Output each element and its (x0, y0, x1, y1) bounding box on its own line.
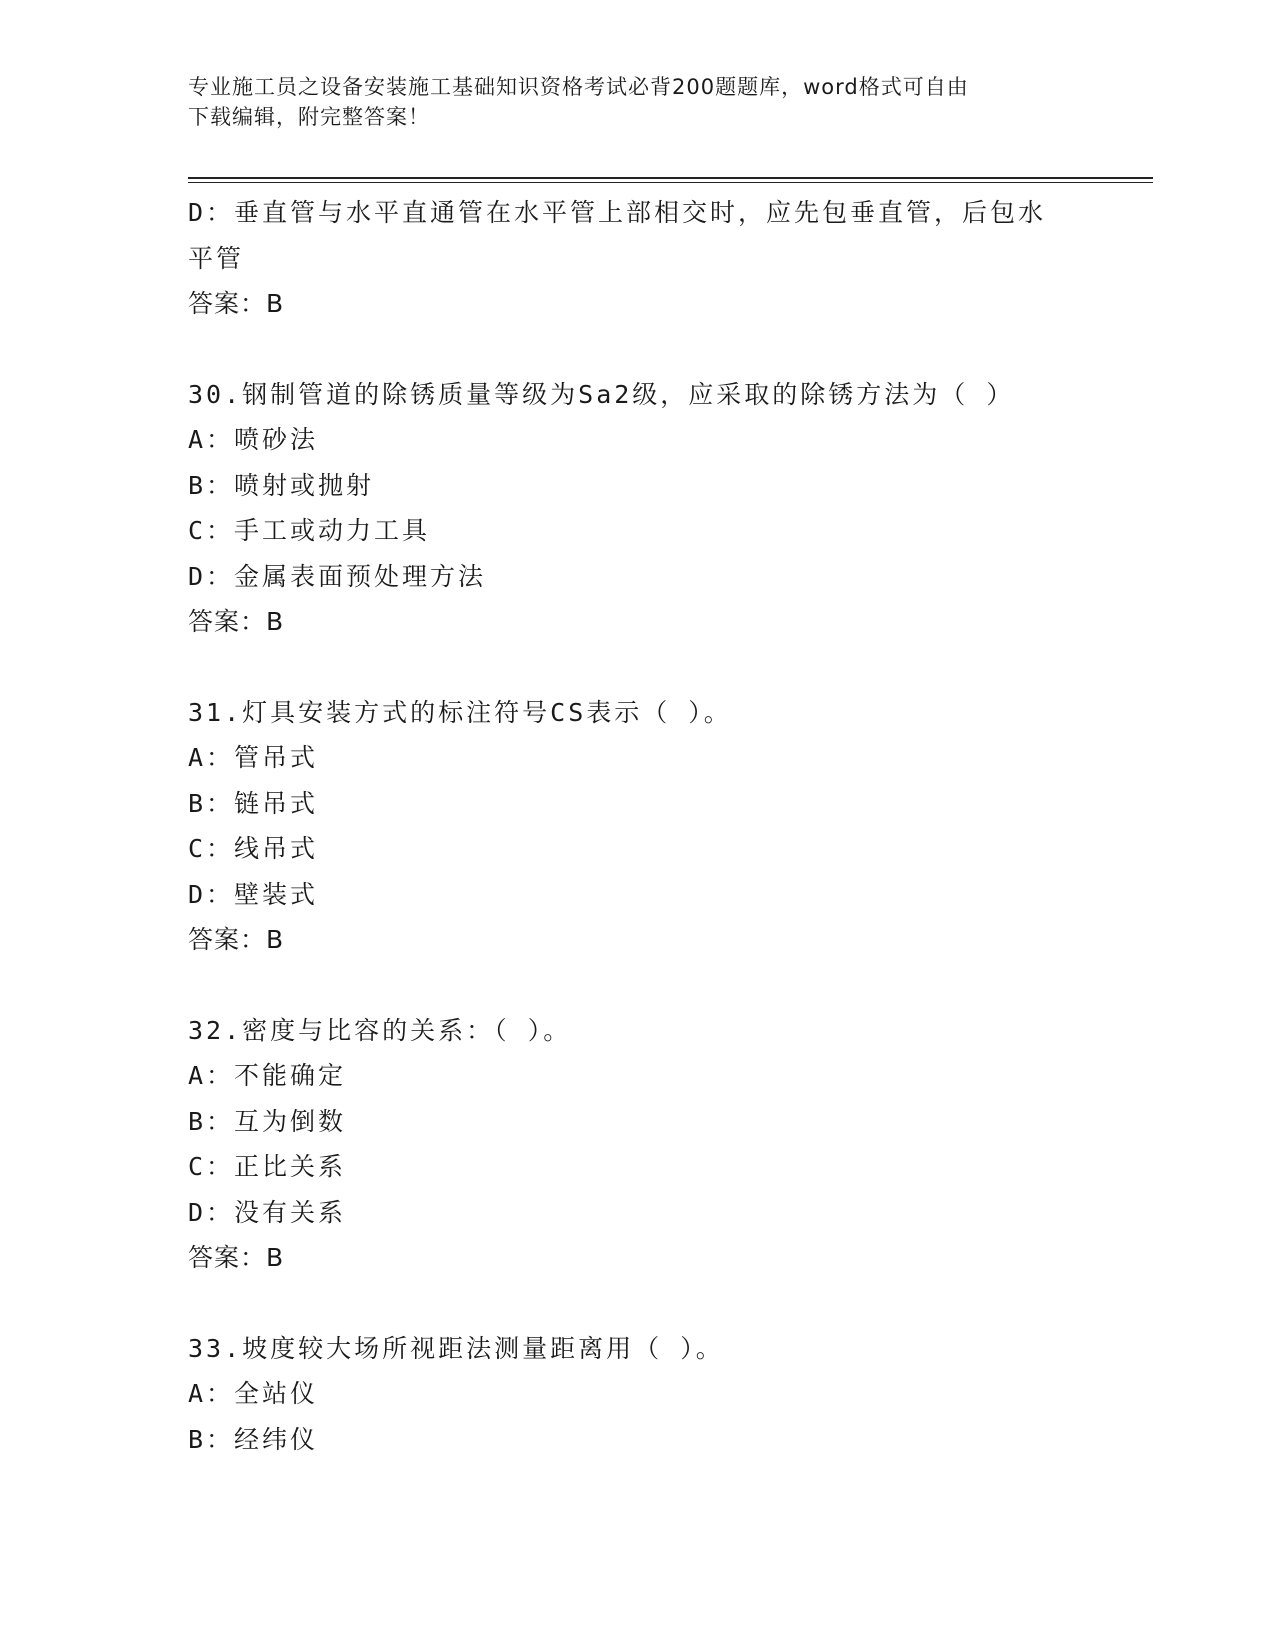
option-a: A：喷砂法 (188, 425, 319, 454)
option-c: C：正比关系 (188, 1152, 347, 1181)
question-30 (188, 372, 1088, 645)
option-c: C：手工或动力工具 (188, 516, 431, 545)
header-line-2: 下载编辑，附完整答案！ (188, 105, 430, 129)
option-b: B：互为倒数 (188, 1106, 347, 1136)
question-33 (188, 1326, 1088, 1463)
option-b: B：经纬仪 (188, 1424, 319, 1454)
header-divider-thick (188, 177, 1153, 179)
question-list (188, 190, 1088, 1462)
question-31 (188, 690, 1088, 963)
answer: 答案：B (188, 607, 285, 636)
option-a: A：不能确定 (188, 1061, 347, 1090)
answer: 答案：B (188, 925, 285, 954)
question-32 (188, 1008, 1088, 1281)
option-a: A：管吊式 (188, 743, 319, 772)
header-line-1: 专业施工员之设备安装施工基础知识资格考试必背200题题库，word格式可自由 (188, 75, 969, 99)
option-b: B：链吊式 (188, 788, 319, 818)
option-d: D：金属表面预处理方法 (188, 561, 487, 591)
question-stem: 30.钢制管道的除锈质量等级为Sa2级，应采取的除锈方法为（ ） (188, 379, 1015, 409)
document-header (188, 72, 1088, 132)
option-d: D：壁装式 (188, 879, 319, 909)
question-stem: 32.密度与比容的关系：（ ）。 (188, 1015, 572, 1045)
option-c: C：线吊式 (188, 834, 319, 863)
option-d: D：垂直管与水平直通管在水平管上部相交时，应先包垂直管，后包水 (188, 198, 1047, 227)
answer: 答案：B (188, 289, 285, 318)
header-divider-thin (188, 182, 1153, 183)
option-a: A：全站仪 (188, 1379, 319, 1408)
option-d-continued: 平管 (188, 243, 245, 273)
option-d: D：没有关系 (188, 1197, 347, 1227)
answer: 答案：B (188, 1243, 285, 1272)
option-b: B：喷射或抛射 (188, 470, 375, 500)
question-stem: 33.坡度较大场所视距法测量距离用（ ）。 (188, 1333, 724, 1363)
question-stem: 31.灯具安装方式的标注符号CS表示（ ）。 (188, 697, 732, 727)
